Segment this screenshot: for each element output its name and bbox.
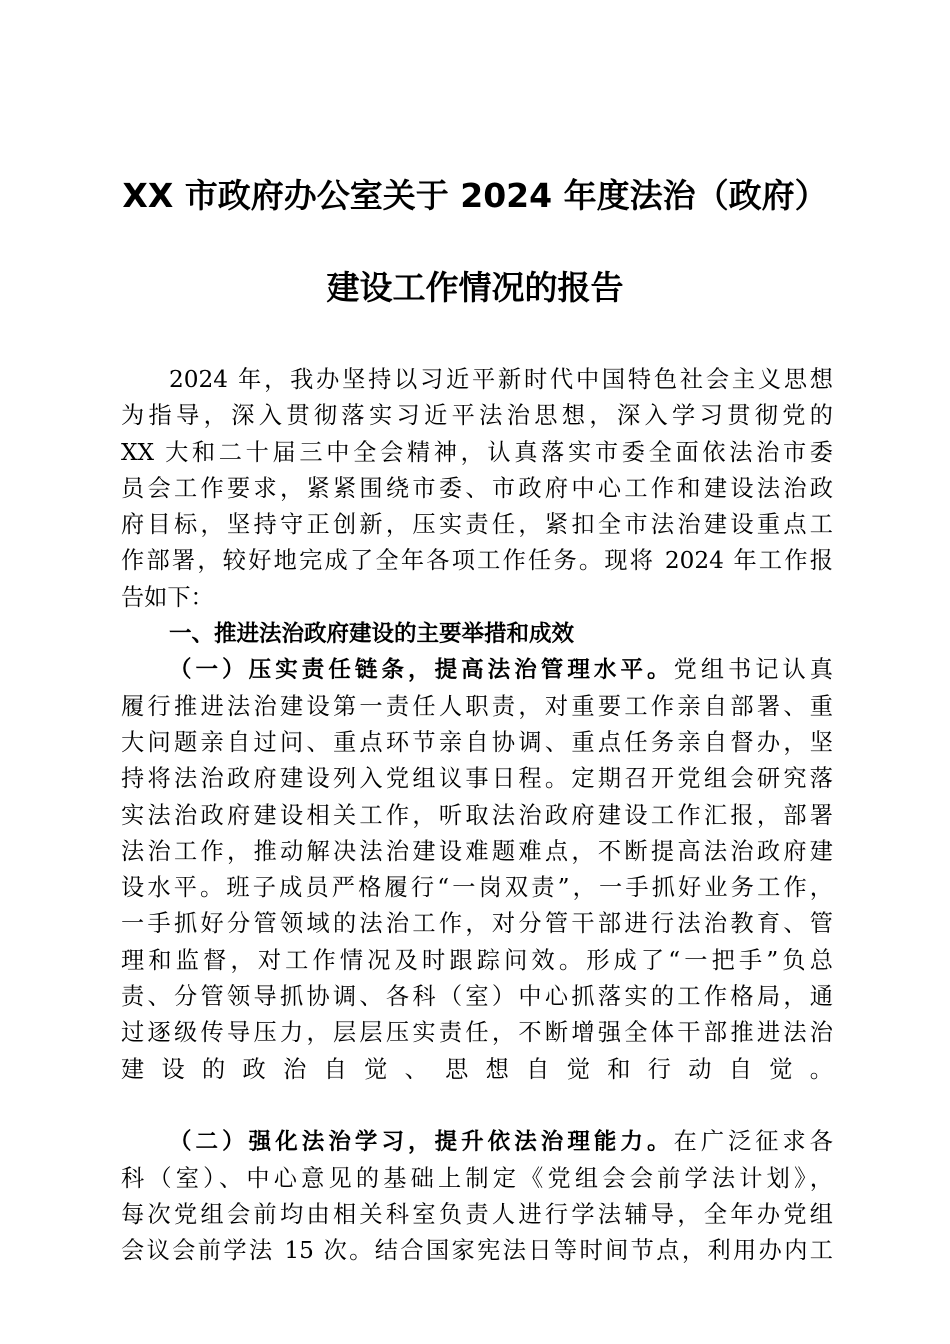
paragraph-line: 每次党组会前均由相关科室负责人进行学法辅导，全年办党组 xyxy=(121,1200,833,1228)
paragraph-line: 为指导，深入贯彻落实习近平法治思想，深入学习贯彻党的 xyxy=(121,402,833,430)
paragraph-line: 法治工作，推动解决法治建设难题难点，不断提高法治政府建 xyxy=(121,837,833,865)
paragraph-line: 员会工作要求，紧紧围绕市委、市政府中心工作和建设法治政 xyxy=(121,474,833,502)
paragraph-line: 理和监督，对工作情况及时跟踪问效。形成了“一把手”负总 xyxy=(121,946,833,974)
paragraph-line: 过逐级传导压力，层层压实责任，不断增强全体干部推进法治 xyxy=(121,1019,833,1047)
subsection-heading: （一）压实责任链条，提高法治管理水平。 xyxy=(169,657,674,684)
subsection-heading: （二）强化法治学习，提升依法治理能力。 xyxy=(169,1129,674,1156)
document-body xyxy=(121,362,833,1269)
paragraph-line: 履行推进法治建设第一责任人职责，对重要工作亲自部署、重 xyxy=(121,692,833,720)
section-heading: 一、推进法治政府建设的主要举措和成效 xyxy=(169,621,575,648)
document-title-line-2: 建设工作情况的报告 xyxy=(326,268,624,307)
paragraph-line: 科（室）、中心意见的基础上制定《党组会会前学法计划》， xyxy=(121,1164,833,1192)
paragraph-line: 实法治政府建设相关工作，听取法治政府建设工作汇报，部署 xyxy=(121,801,833,829)
paragraph-line: 府目标，坚持守正创新，压实责任，紧扣全市法治建设重点工 xyxy=(121,511,833,539)
paragraph-line: 会议会前学法 15 次。结合国家宪法日等时间节点，利用办内工 xyxy=(121,1237,833,1265)
paragraph-text: 党组书记认真 xyxy=(673,656,833,684)
paragraph-text: 在广泛征求各 xyxy=(673,1128,833,1156)
paragraph-line xyxy=(121,652,833,688)
document-title-line-1: XX 市政府办公室关于 2024 年度法治（政府） xyxy=(122,176,828,215)
paragraph-line: XX 大和二十届三中全会精神，认真落实市委全面依法治市委 xyxy=(121,438,833,466)
paragraph-line: 建设的政治自觉、思想自觉和行动自觉。 xyxy=(121,1055,833,1083)
paragraph-line: 大问题亲自过问、重点环节亲自协调、重点任务亲自督办，坚 xyxy=(121,728,833,756)
paragraph-line: 作部署，较好地完成了全年各项工作任务。现将 2024 年工作报 xyxy=(121,547,833,575)
paragraph-line: 一手抓好分管领域的法治工作，对分管干部进行法治教育、管 xyxy=(121,910,833,938)
paragraph-line: 持将法治政府建设列入党组议事日程。定期召开党组会研究落 xyxy=(121,765,833,793)
paragraph-line: 设水平。班子成员严格履行“一岗双责”，一手抓好业务工作， xyxy=(121,874,833,902)
paragraph-line: 2024 年，我办坚持以习近平新时代中国特色社会主义思想 xyxy=(169,366,833,393)
paragraph-line xyxy=(121,1088,833,1124)
paragraph-line xyxy=(121,1124,833,1160)
paragraph-line: 责、分管领导抓协调、各科（室）中心抓落实的工作格局，通 xyxy=(121,983,833,1011)
paragraph-line: 告如下： xyxy=(121,583,214,611)
